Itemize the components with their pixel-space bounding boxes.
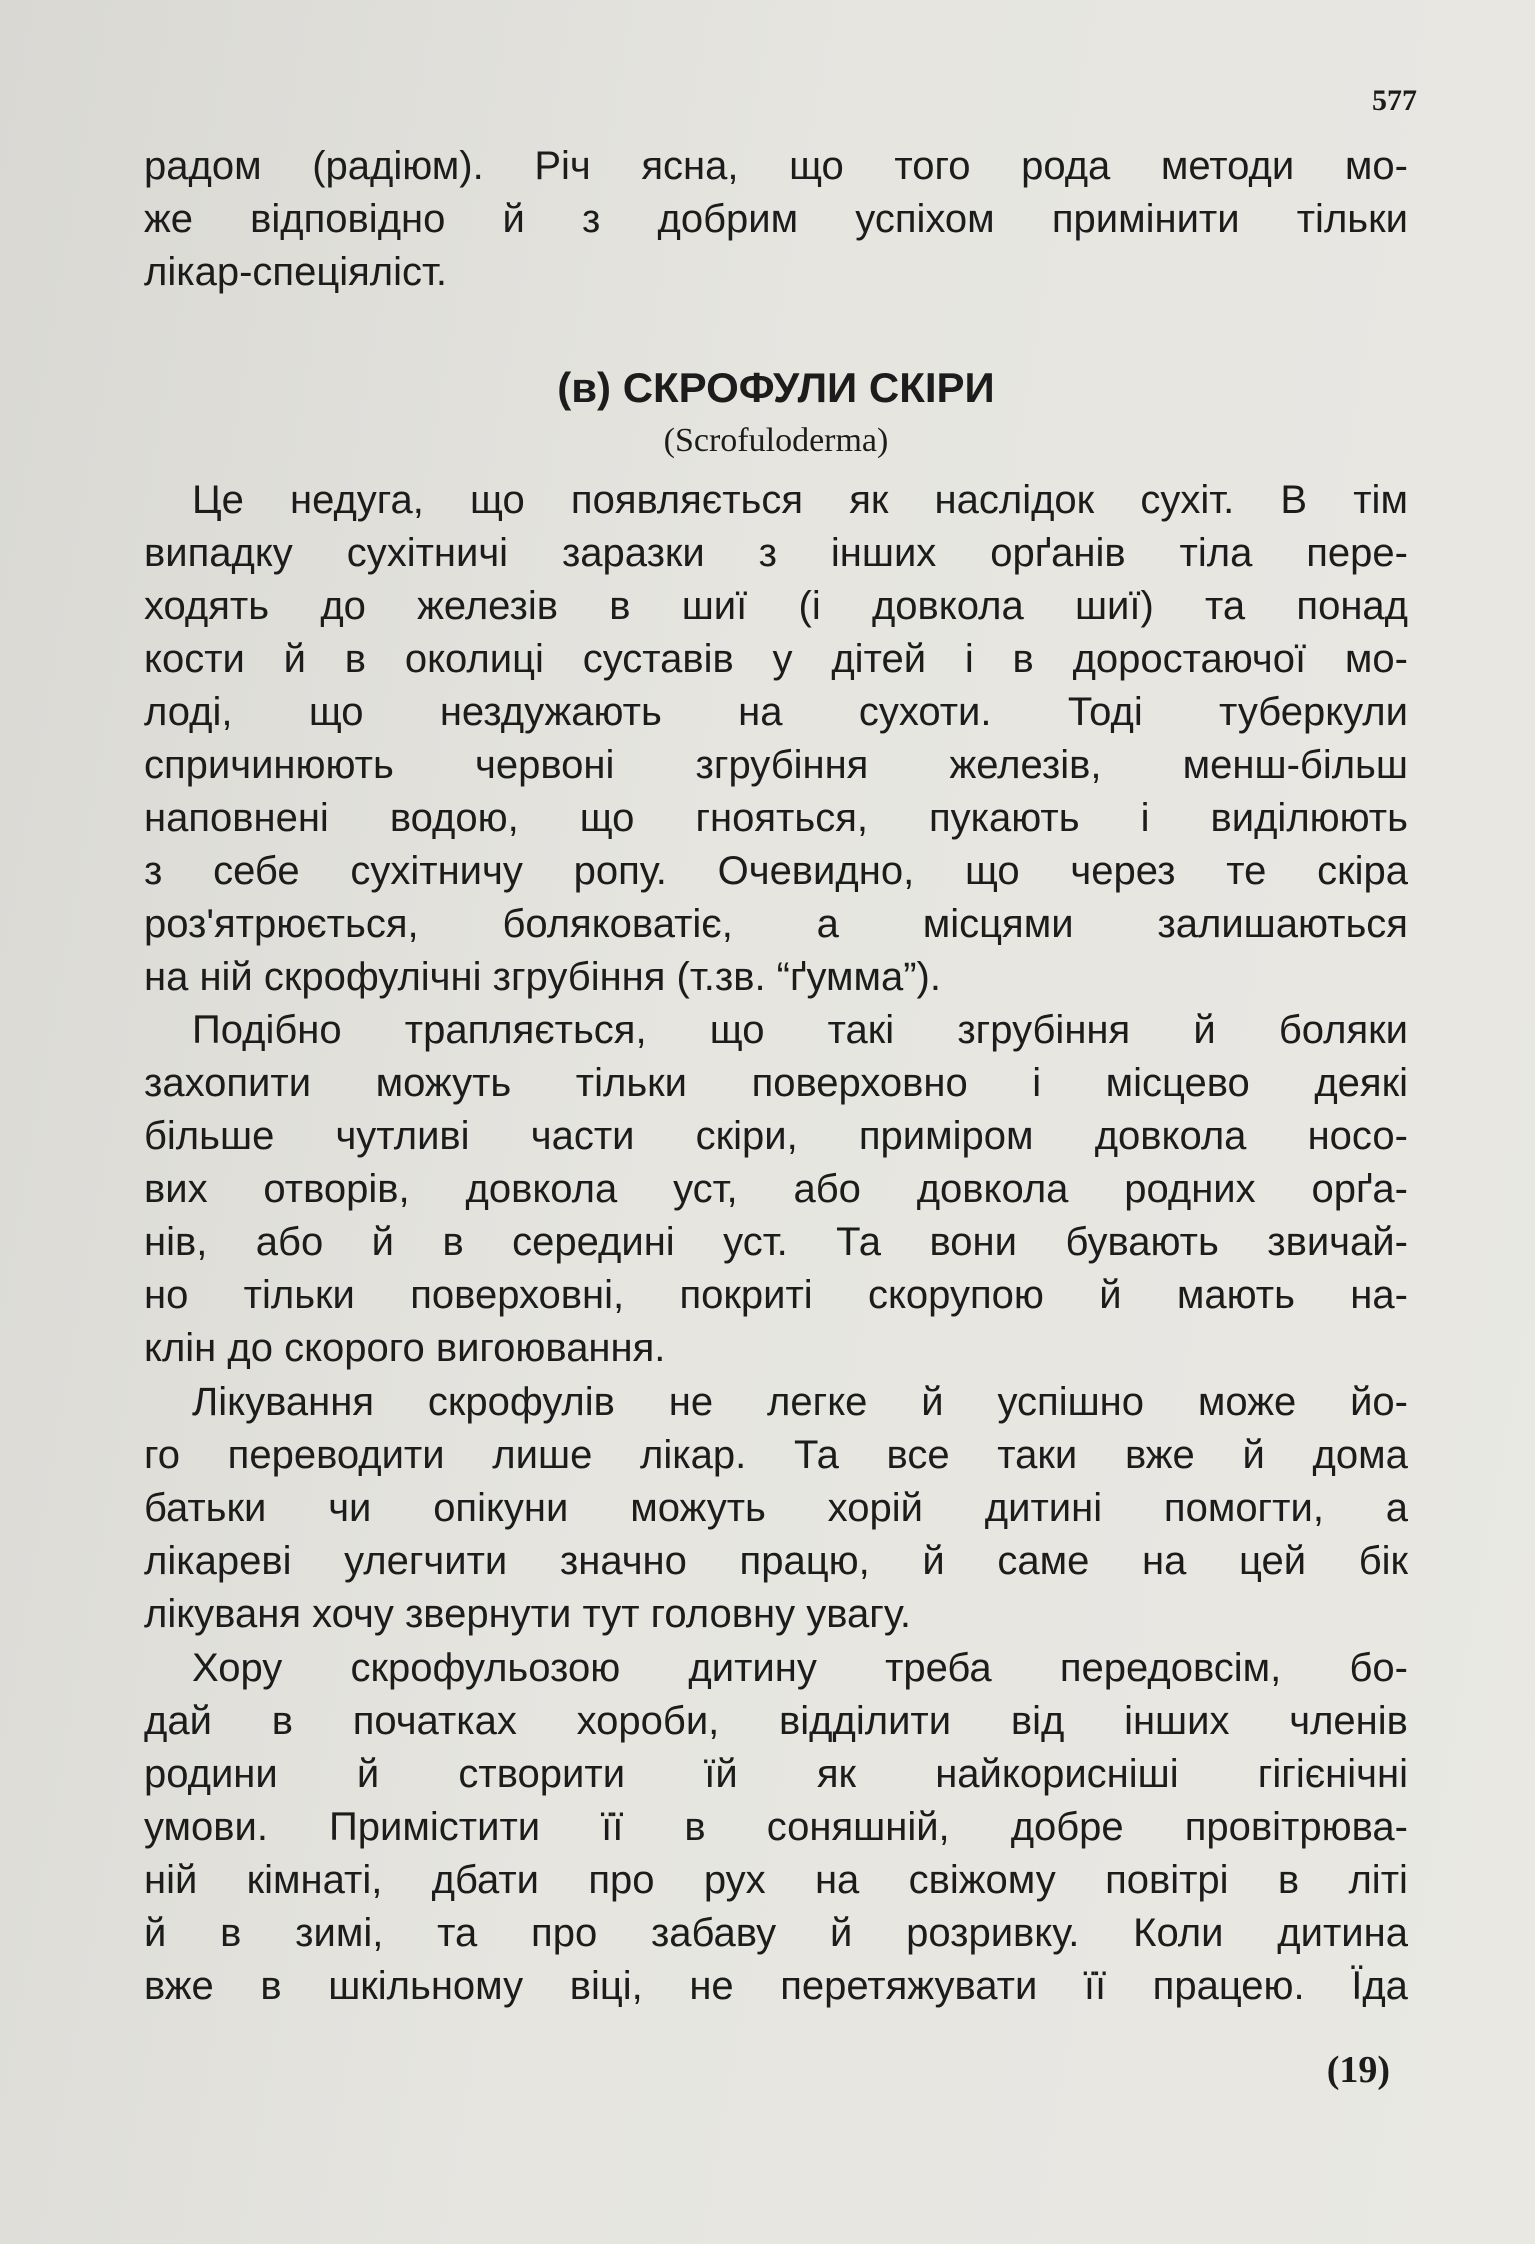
text-line: умови. Примістити її в соняшній, добре провітрюва- (144, 1805, 1408, 1849)
text-line: лікуваня хочу звернути тут головну увагу. (144, 1592, 911, 1636)
text-line: Подібно трапляється, що такі згрубіння й боляки (192, 1008, 1408, 1052)
text-line: захопити можуть тільки поверховно і місцево деякі (144, 1061, 1408, 1105)
text-line: радом (радіюм). Річ ясна, що того рода методи мо- (144, 144, 1408, 188)
text-line: но тільки поверховні, покриті скорупою й мають на- (144, 1273, 1408, 1317)
section-heading: (в) СКРОФУЛИ СКІРИ (557, 364, 995, 411)
text-line: на ній скрофулічні згрубіння (т.зв. “ґумма”). (144, 955, 941, 999)
text-line: випадку сухітничі заразки з інших орґанів тіла пере- (144, 531, 1408, 575)
text-line: ній кімнаті, дбати про рух на свіжому повітрі в літі (144, 1858, 1408, 1902)
text-line: родини й створити їй як найкорисніші гігієнічні (144, 1752, 1408, 1796)
paragraph-2 (144, 1004, 1408, 1375)
text-line: ходять до железів в шиї (і довкола шиї) та понад (144, 584, 1408, 628)
text-line: Це недуга, що появляється як наслідок сухіт. В тім (192, 478, 1408, 522)
text-line: лікареві улегчити значно працю, й саме на цей бік (144, 1539, 1408, 1583)
text-line: кости й в околиці суставів у дітей і в доростаючої мо- (144, 637, 1408, 681)
paragraph-4 (144, 1642, 1408, 2013)
text-line: спричинюють червоні згрубіння железів, менш-більш (144, 743, 1408, 787)
text-line: вже в шкільному віці, не перетяжувати її працею. Їда (144, 1964, 1408, 2008)
section-subheading: (Scrofuloderma) (663, 422, 889, 459)
signature-mark: (19) (1326, 2049, 1390, 2091)
text-line: вих отворів, довкола уст, або довкола родних орґа- (144, 1167, 1408, 1211)
text-line: батьки чи опікуни можуть хорій дитині помогти, а (144, 1486, 1408, 1530)
text-line: й в зимі, та про забаву й розривку. Коли дитина (144, 1911, 1408, 1955)
text-line: же відповідно й з добрим успіхом примінити тільки (144, 197, 1408, 241)
page-number: 577 (1372, 84, 1417, 117)
text-line: нів, або й в середині уст. Та вони бувають звичай- (144, 1220, 1408, 1264)
text-line: клін до скорого вигоювання. (144, 1326, 666, 1370)
intro-paragraph (144, 140, 1408, 299)
text-line: лікар-спеціяліст. (144, 250, 448, 294)
paragraph-1 (144, 474, 1408, 1004)
text-line: лоді, що нездужають на сухоти. Тоді туберкули (144, 690, 1408, 734)
text-line: дай в початках хороби, відділити від інших членів (144, 1699, 1408, 1743)
text-line: наповнені водою, що гнояться, пукають і виділюють (144, 796, 1408, 840)
text-line: Хору скрофульозою дитину треба передовсім, бо- (192, 1646, 1408, 1690)
paragraph-3 (144, 1376, 1408, 1641)
text-line: більше чутливі части скіри, приміром довкола носо- (144, 1114, 1408, 1158)
text-line: го переводити лише лікар. Та все таки вже й дома (144, 1433, 1408, 1477)
text-line: Лікування скрофулів не легке й успішно може йо- (192, 1380, 1408, 1424)
text-line: роз'ятрюється, боляковатіє, а місцями залишаються (144, 902, 1408, 946)
text-line: з себе сухітничу ропу. Очевидно, що через те скіра (144, 849, 1408, 893)
